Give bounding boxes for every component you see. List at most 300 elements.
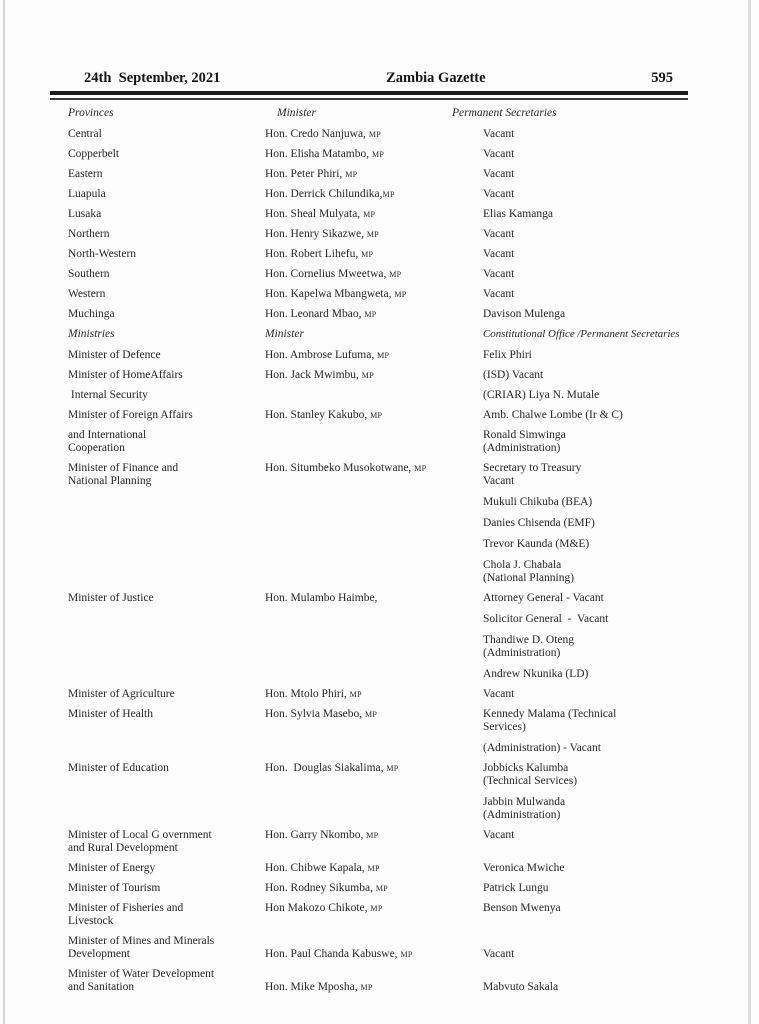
permanent-secretary <box>483 288 688 301</box>
ministry-name <box>68 349 265 362</box>
cell-line: Minister of HomeAffairs <box>68 369 183 381</box>
cell-line: Minister of Finance and <box>68 462 179 474</box>
minister-name <box>265 762 483 822</box>
mp-suffix: MP <box>372 150 385 159</box>
permanent-secretary <box>483 862 688 875</box>
table-row <box>50 409 688 422</box>
cell-block <box>68 429 265 455</box>
cell-line: Provinces <box>68 107 114 119</box>
minister-line: Hon. Ambrose Lufuma, MP <box>265 349 390 361</box>
cell-block <box>483 462 688 488</box>
cell-block <box>265 462 483 475</box>
cell-line: Western <box>68 288 106 300</box>
permanent-secretary <box>483 168 688 181</box>
table-row <box>50 882 688 895</box>
cell-block <box>68 762 265 775</box>
minister-line: Hon. Mulambo Haimbe, <box>265 592 378 604</box>
cell-line: Minister of Tourism <box>68 882 161 894</box>
minister-name <box>265 862 483 875</box>
mp-suffix: MP <box>375 884 389 893</box>
mp-suffix: MP <box>370 904 383 913</box>
cell-line: Vacant <box>483 829 515 841</box>
ministry-name <box>68 862 265 875</box>
minister-name <box>265 708 483 755</box>
ministry-name <box>68 762 265 822</box>
column-header-row <box>50 107 688 120</box>
mp-suffix: MP <box>361 371 374 380</box>
cell-line: Southern <box>68 268 110 280</box>
cell-line: and Rural Development <box>68 842 178 854</box>
minister-name <box>265 592 483 681</box>
cell-block <box>483 935 688 961</box>
cell-block <box>68 462 265 488</box>
mp-suffix: MP <box>389 270 402 279</box>
ministry-name <box>68 968 265 994</box>
minister-line: Hon Makozo Chikote, MP <box>265 902 383 914</box>
ministry-name <box>68 409 265 422</box>
minister-name <box>265 148 483 161</box>
permanent-secretary <box>483 389 688 402</box>
minister-name <box>265 208 483 221</box>
cell-line: Internal Security <box>68 389 148 401</box>
minister-line: Hon. Chibwe Kapala, MP <box>265 862 380 874</box>
ministry-name <box>68 389 265 402</box>
minister-name <box>265 882 483 895</box>
mp-suffix: MP <box>394 290 407 299</box>
cell-block <box>68 862 265 875</box>
cell-block <box>483 248 688 261</box>
minister-line: Hon. Credo Nanjuwa, MP <box>265 128 381 140</box>
mp-suffix: MP <box>377 351 390 360</box>
cell-line: Mabvuto Sakala <box>483 981 559 993</box>
cell-block <box>483 592 688 605</box>
minister-name <box>265 688 483 701</box>
permanent-secretary <box>483 208 688 221</box>
ministry-name <box>68 882 265 895</box>
cell-block <box>68 592 265 605</box>
cell-line: Attorney General - Vacant <box>483 592 604 604</box>
mp-suffix: MP <box>386 764 399 773</box>
cell-block <box>483 829 688 842</box>
province-name <box>68 208 265 221</box>
permanent-secretary <box>483 592 688 681</box>
cell-block <box>483 148 688 161</box>
cell-block <box>265 829 483 842</box>
column-header-row <box>50 328 688 341</box>
cell-line: Veronica Mwiche <box>483 862 565 874</box>
cell-block <box>68 248 265 261</box>
cell-line: Vacant <box>483 188 515 200</box>
cell-line: Minister of Local G overnment <box>68 829 212 841</box>
cell-line: Luapula <box>68 188 106 200</box>
cell-line: Minister of Justice <box>68 592 154 604</box>
cell-block <box>265 349 483 362</box>
header-date: 24th September, 2021 <box>84 70 221 86</box>
cell-block <box>483 409 688 422</box>
minister-name <box>265 429 483 455</box>
minister-name <box>265 462 483 585</box>
mp-suffix: MP <box>361 250 374 259</box>
cell-block <box>265 208 483 221</box>
cell-line: Felix Phiri <box>483 349 532 361</box>
minister-line: Hon. Rodney Sikumba, MP <box>265 882 389 894</box>
column-header <box>68 328 265 341</box>
table-row <box>50 188 688 201</box>
ministry-name <box>68 829 265 855</box>
mp-suffix: MP <box>367 864 380 873</box>
cell-block <box>265 308 483 321</box>
minister-name <box>265 349 483 362</box>
cell-line: Lusaka <box>68 208 102 220</box>
cell-block <box>483 349 688 362</box>
cell-block <box>483 968 688 994</box>
province-name <box>68 308 265 321</box>
mp-suffix: MP <box>363 210 376 219</box>
cell-block <box>265 328 483 341</box>
cell-line: Copperbelt <box>68 148 120 160</box>
cell-line: Muchinga <box>68 308 115 320</box>
cell-line: Ronald Simwinga <box>483 429 566 441</box>
table-row <box>50 128 688 141</box>
table-row <box>50 592 688 681</box>
mp-suffix: MP <box>370 411 383 420</box>
table-row <box>50 369 688 382</box>
minister-line: Hon. Robert Lihefu, MP <box>265 248 374 260</box>
cell-block <box>68 369 265 382</box>
cell-line: Vacant <box>483 475 515 487</box>
cell-line: Cooperation <box>68 442 125 454</box>
table-row <box>50 968 688 994</box>
provinces-section <box>50 107 688 321</box>
cell-line: Vacant <box>483 248 515 260</box>
mp-suffix: MP <box>349 690 362 699</box>
cell-line: (National Planning) <box>483 572 575 584</box>
cell-line: (Administration) <box>483 809 561 821</box>
cell-line: Central <box>68 128 102 140</box>
permanent-secretary <box>483 188 688 201</box>
minister-line: Hon. Kapelwa Mbangweta, MP <box>265 288 407 300</box>
table-row <box>50 248 688 261</box>
minister-line: Hon. Sheal Mulyata, MP <box>265 208 376 220</box>
permanent-secretary <box>483 902 688 928</box>
minister-name <box>265 389 483 402</box>
minister-line: Hon. Elisha Matambo, MP <box>265 148 385 160</box>
cell-block <box>68 308 265 321</box>
cell-line <box>483 968 688 981</box>
cell-block <box>265 882 483 895</box>
ministry-name <box>68 708 265 755</box>
mp-suffix: MP <box>366 831 379 840</box>
cell-line: Davison Mulenga <box>483 308 566 320</box>
cell-line: Vacant <box>483 688 515 700</box>
cell-block <box>68 409 265 422</box>
cell-block <box>483 796 688 822</box>
minister-name <box>265 188 483 201</box>
cell-block <box>68 328 265 341</box>
cell-block <box>265 188 483 201</box>
cell-block <box>483 538 688 551</box>
cell-block <box>265 968 483 994</box>
cell-block <box>265 688 483 701</box>
cell-line: Minister of Energy <box>68 862 156 874</box>
table-row <box>50 829 688 855</box>
table-row <box>50 268 688 281</box>
mp-suffix: MP <box>368 130 381 139</box>
cell-line: Vacant <box>483 168 515 180</box>
cell-block <box>68 148 265 161</box>
mp-suffix: MP <box>364 710 378 719</box>
cell-line: Minister of Fisheries and <box>68 902 184 914</box>
ministry-name <box>68 935 265 961</box>
column-header <box>68 107 265 120</box>
cell-line: Danies Chisenda (EMF) <box>483 517 595 529</box>
header-rule <box>50 91 688 100</box>
cell-line: Livestock <box>68 915 114 927</box>
cell-line: Mukuli Chikuba (BEA) <box>483 496 593 508</box>
cell-line: Minister of Health <box>68 708 153 720</box>
cell-block <box>483 668 688 681</box>
cell-line: Services) <box>483 721 526 733</box>
table-row <box>50 462 688 585</box>
cell-block <box>265 168 483 181</box>
cell-line: and International <box>68 429 147 441</box>
page-title: Zambia Gazette <box>386 70 486 86</box>
table-row <box>50 208 688 221</box>
cell-block <box>265 268 483 281</box>
cell-line: Elias Kamanga <box>483 208 553 220</box>
cell-block <box>483 742 688 755</box>
cell-line: Minister of Education <box>68 762 169 774</box>
cell-block <box>68 708 265 721</box>
cell-block <box>68 688 265 701</box>
permanent-secretary <box>483 268 688 281</box>
table-row <box>50 389 688 402</box>
cell-line: Permanent Secretaries <box>452 107 557 119</box>
cell-block <box>68 228 265 241</box>
cell-block <box>265 409 483 422</box>
cell-block <box>483 389 688 402</box>
cell-line: Solicitor General - Vacant <box>483 613 609 625</box>
permanent-secretary <box>483 829 688 855</box>
province-name <box>68 288 265 301</box>
cell-block <box>483 308 688 321</box>
cell-block <box>483 862 688 875</box>
cell-block <box>483 762 688 788</box>
ministry-name <box>68 688 265 701</box>
minister-line: Hon. Peter Phiri, MP <box>265 168 358 180</box>
minister-line: Hon. Leonard Mbao, MP <box>265 308 377 320</box>
cell-line: Vacant <box>483 228 515 240</box>
permanent-secretary <box>483 409 688 422</box>
cell-block <box>68 902 265 928</box>
cell-block <box>68 168 265 181</box>
table-row <box>50 349 688 362</box>
minister-name <box>265 288 483 301</box>
minister-line <box>265 935 483 948</box>
table-row <box>50 308 688 321</box>
cell-block <box>265 862 483 875</box>
mp-suffix: MP <box>345 170 358 179</box>
mp-suffix: MP <box>366 230 380 239</box>
minister-name <box>265 902 483 928</box>
minister-name <box>265 228 483 241</box>
minister-line: Hon. Jack Mwimbu, MP <box>265 369 374 381</box>
minister-name <box>265 369 483 382</box>
cell-block <box>265 935 483 961</box>
permanent-secretary <box>483 688 688 701</box>
mp-suffix: MP <box>360 983 373 992</box>
minister-name <box>265 128 483 141</box>
table-row <box>50 762 688 822</box>
cell-line: Vacant <box>483 128 515 140</box>
table-row <box>50 862 688 875</box>
province-name <box>68 248 265 261</box>
province-name <box>68 168 265 181</box>
permanent-secretary <box>483 148 688 161</box>
cell-block <box>265 228 483 241</box>
cell-line: Minister <box>265 328 304 340</box>
cell-line: Jobbicks Kalumba <box>483 762 569 774</box>
cell-block <box>68 829 265 855</box>
cell-block <box>483 613 688 626</box>
cell-line: (ISD) Vacant <box>483 369 544 381</box>
cell-block <box>483 168 688 181</box>
province-name <box>68 228 265 241</box>
cell-line: Minister of Agriculture <box>68 688 175 700</box>
permanent-secretary <box>483 349 688 362</box>
cell-block <box>68 268 265 281</box>
cell-line: Constitutional Office /Permanent Secretaries <box>483 328 680 340</box>
table-row <box>50 688 688 701</box>
permanent-secretary <box>483 968 688 994</box>
page-right-edge <box>748 0 751 1024</box>
cell-line: Minister <box>277 107 316 119</box>
table-row <box>50 148 688 161</box>
cell-block <box>68 288 265 301</box>
cell-line: Minister of Defence <box>68 349 161 361</box>
table-row <box>50 935 688 961</box>
cell-line: Kennedy Malama (Technical <box>483 708 617 720</box>
cell-line: and Sanitation <box>68 981 135 993</box>
table-row <box>50 168 688 181</box>
cell-line: Northern <box>68 228 110 240</box>
cell-block <box>68 128 265 141</box>
minister-line: Hon. Situmbeko Musokotwane, MP <box>265 462 427 474</box>
cell-line <box>483 935 688 948</box>
cell-block <box>452 107 688 120</box>
mp-suffix: MP <box>382 190 395 199</box>
mp-suffix: MP <box>364 310 377 319</box>
cell-block <box>483 902 688 915</box>
minister-line: Hon. Paul Chanda Kabuswe, MP <box>265 948 413 960</box>
permanent-secretary <box>483 248 688 261</box>
cell-line: Jabbin Mulwanda <box>483 796 566 808</box>
minister-line: Hon. Derrick Chilundika,MP <box>265 188 395 200</box>
permanent-secretary <box>483 128 688 141</box>
permanent-secretary <box>483 462 688 585</box>
cell-block <box>68 188 265 201</box>
mp-suffix: MP <box>400 950 413 959</box>
cell-block <box>483 429 688 455</box>
minister-name <box>265 168 483 181</box>
cell-line: Vacant <box>483 268 515 280</box>
cell-block <box>483 496 688 509</box>
cell-line: North-Western <box>68 248 137 260</box>
minister-line: Hon. Sylvia Masebo, MP <box>265 708 378 720</box>
cell-line: Amb. Chalwe Lombe (Ir & C) <box>483 409 623 421</box>
mp-suffix: MP <box>414 464 427 473</box>
cell-line: (Administration) <box>483 442 561 454</box>
minister-line: Hon. Garry Nkombo, MP <box>265 829 379 841</box>
cell-block <box>68 208 265 221</box>
permanent-secretary <box>483 228 688 241</box>
minister-name <box>265 308 483 321</box>
cell-block <box>68 935 265 961</box>
cell-block <box>483 708 688 734</box>
cell-line: Vacant <box>483 148 515 160</box>
cell-block <box>265 592 483 605</box>
cell-block <box>483 517 688 530</box>
table-row <box>50 288 688 301</box>
table-row <box>50 902 688 928</box>
page-header <box>50 70 688 87</box>
province-name <box>68 188 265 201</box>
cell-line: Vacant <box>483 948 515 960</box>
minister-name <box>265 409 483 422</box>
minister-line <box>265 968 483 981</box>
cell-block <box>265 369 483 382</box>
ministry-name <box>68 462 265 585</box>
column-header <box>452 107 688 120</box>
cell-line: (Administration) - Vacant <box>483 742 601 754</box>
permanent-secretary <box>483 369 688 382</box>
cell-line: Chola J. Chabala <box>483 559 562 571</box>
cell-block <box>265 288 483 301</box>
cell-block <box>68 107 265 120</box>
cell-block <box>265 148 483 161</box>
cell-block <box>483 128 688 141</box>
cell-line: Eastern <box>68 168 103 180</box>
cell-block <box>483 369 688 382</box>
province-name <box>68 268 265 281</box>
column-header <box>265 328 483 341</box>
ministry-name <box>68 429 265 455</box>
cell-line: Minister of Mines and Minerals <box>68 935 215 947</box>
table-row <box>50 228 688 241</box>
cell-line: Minister of Foreign Affairs <box>68 409 193 421</box>
page-left-edge <box>3 0 5 1024</box>
cell-block <box>483 634 688 660</box>
permanent-secretary <box>483 762 688 822</box>
cell-line: Ministries <box>68 328 115 340</box>
minister-line: Hon. Mtolo Phiri, MP <box>265 688 362 700</box>
ministries-section <box>50 328 688 994</box>
minister-name <box>265 248 483 261</box>
ministry-name <box>68 902 265 928</box>
minister-line: Hon. Stanley Kakubo, MP <box>265 409 383 421</box>
permanent-secretary <box>483 308 688 321</box>
cell-block <box>483 882 688 895</box>
minister-name <box>265 968 483 994</box>
cell-block <box>483 208 688 221</box>
cell-line: Secretary to Treasury <box>483 462 582 474</box>
cell-block <box>483 328 688 341</box>
cell-line: (CRIAR) Liya N. Mutale <box>483 389 600 401</box>
permanent-secretary <box>483 935 688 961</box>
table-row <box>50 708 688 755</box>
cell-block <box>68 349 265 362</box>
permanent-secretary <box>483 708 688 755</box>
